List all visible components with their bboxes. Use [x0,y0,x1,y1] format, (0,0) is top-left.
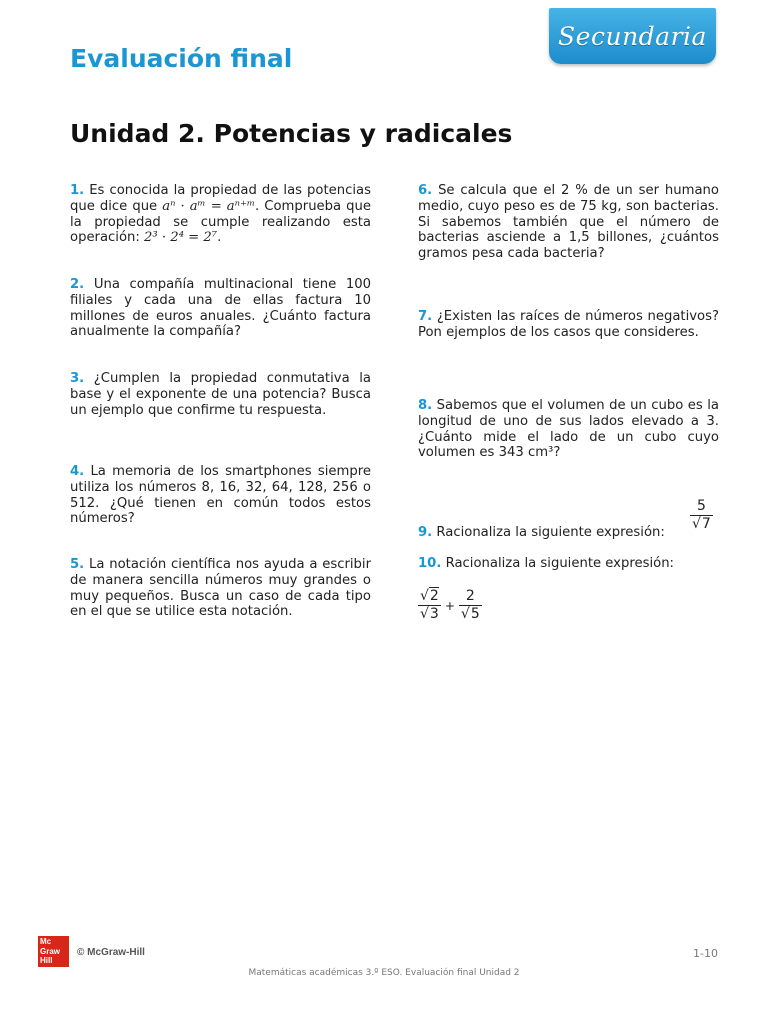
question-4 [70,464,371,527]
question-text: La notación científica nos ayuda a escribir de manera sencilla números muy grandes o muy pequeños. Busca un caso de cada tipo en el que se utilice esta notación. [70,557,371,620]
question-text: ¿Cumplen la propiedad conmutativa la base y el exponente de una potencia? Busca un ejemplo que confirme tu respuesta. [70,371,371,418]
question-3 [70,371,371,418]
question-text: Racionaliza la siguiente expresión: [436,525,665,540]
question-text: La memoria de los smartphones siempre utiliza los números 8, 16, 32, 64, 128, 256 o 512. ¿Qué tienen en común todos estos números? [70,464,371,527]
q10-fraction-2: $\frac{2}{√5}$ [460,588,480,622]
question-number: 8. [418,398,433,413]
copyright-text: © McGraw-Hill [77,947,145,958]
plus-sign: + [444,598,455,613]
question-text: Sabemos que el volumen de un cubo es la longitud de uno de sus lados elevado a 3. ¿Cuánto mide el lado de un cubo cuyo volumen es 343 cm³? [418,398,719,461]
question-number: 2. [70,277,85,292]
q10-fraction-1: $\frac{√2}{√3}$ [420,588,439,622]
badge-label: Secundaria [558,21,707,51]
question-2 [70,277,371,340]
page-number: 1-10 [693,947,718,960]
question-text: . Comprueba que la propiedad se cumple realizando esta operación: [70,198,372,246]
question-number: 3. [70,371,85,386]
question-9 [418,525,719,541]
question-5 [70,557,371,620]
question-number: 7. [418,309,433,324]
question-text: Una compañía multinacional tiene 100 filiales y cada una de ellas factura 10 millones de euros anuales. ¿Cuánto factura anualmente la compañía? [70,277,371,340]
secundaria-badge [549,8,716,64]
question-number: 10. [418,556,442,571]
q9-numerator: 5 [696,498,706,514]
question-number: 5. [70,557,85,572]
question-8 [418,398,719,461]
evaluation-title: Evaluación final [70,44,293,73]
question-number: 1. [70,183,85,198]
q9-denominator-root: √7 [692,516,711,532]
power-property-formula: aⁿ · aᵐ = aⁿ⁺ᵐ [162,198,256,214]
mcgraw-hill-logo: Mc Graw Hill [38,936,69,967]
question-number: 4. [70,464,85,479]
question-text: Se calcula que el 2 % de un ser humano medio, cuyo peso es de 75 kg, son bacterias. Si sabemos también que el número de bacterias asciende a 1,5 billones, ¿cuántos gramos pesa cada bacteria? [418,183,719,262]
question-10 [418,556,719,572]
question-7 [418,309,719,341]
question-1: 1. Es conocida la propiedad de las potencias que dice que aⁿ · aᵐ = aⁿ⁺ᵐ. Comprueba que la propiedad se cumple realizando esta operación: 2³ · 2⁴ = 2⁷. [70,183,372,246]
unit-title: Unidad 2. Potencias y radicales [70,119,513,148]
question-number: 6. [418,183,433,198]
question-text: ¿Existen las raíces de números negativos? Pon ejemplos de los casos que consideres. [418,309,719,340]
question-text: Es conocida la propiedad de las potencias que dice que [70,183,371,214]
question-number: 9. [418,525,433,540]
question-text: Racionaliza la siguiente expresión: [445,556,674,571]
q10-expression [418,588,482,623]
power-operation: 2³ · 2⁴ = 2⁷ [144,230,218,246]
footer-caption: Matemáticas académicas 3.º ESO. Evaluación final Unidad 2 [248,968,520,978]
question-6 [418,183,719,262]
